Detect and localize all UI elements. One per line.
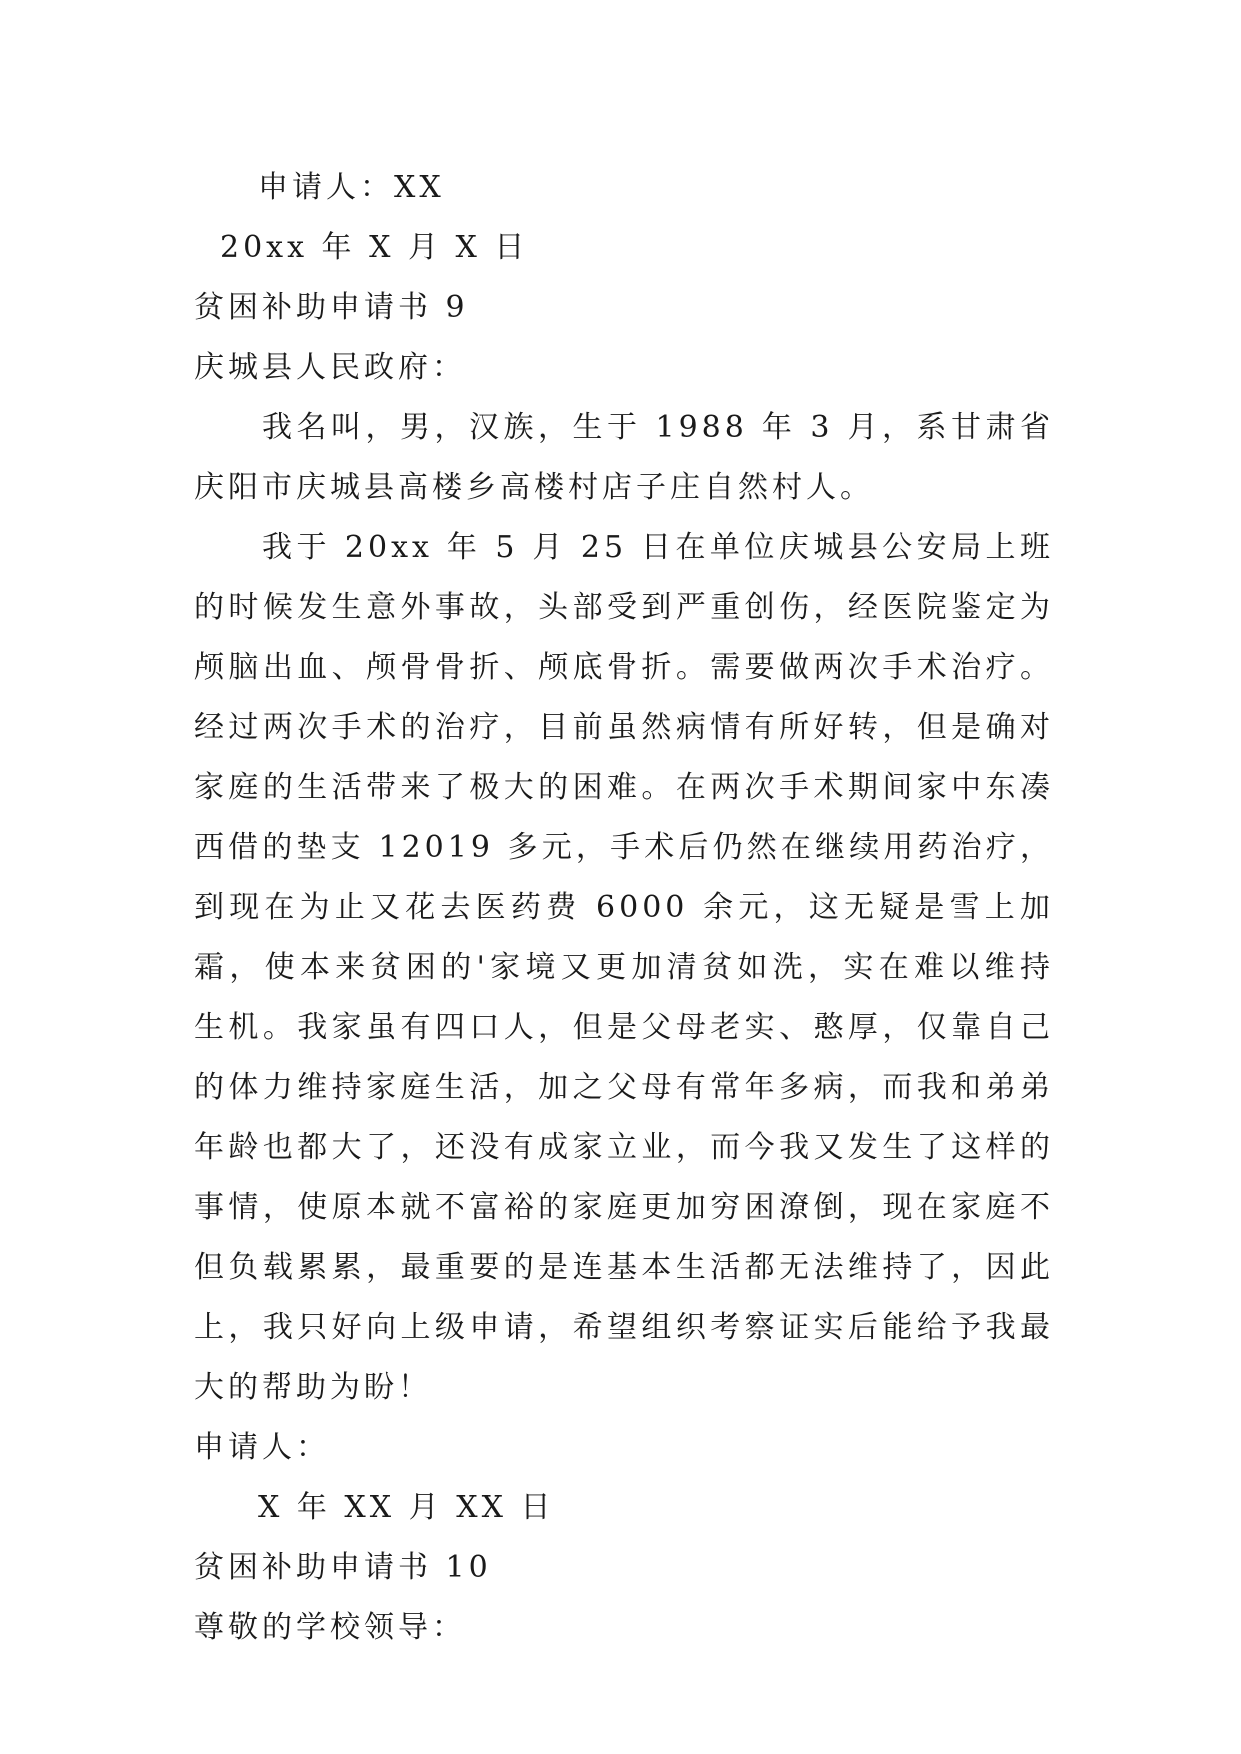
application-date: X 年 XX 月 XX 日 [258,1490,555,1525]
applicant-signature: 申请人：XX [258,170,445,205]
body-paragraph: 我名叫，男，汉族，生于 1988 年 3 月，系甘肃省庆阳市庆城县高楼乡高楼村店子庄自然村人。 [194,410,1054,505]
recipient-salutation: 庆城县人民政府： [194,350,466,385]
recipient-salutation: 尊敬的学校领导： [194,1610,466,1645]
application-date: 20xx 年 X 月 X 日 [220,230,529,265]
document-body [194,158,1054,1658]
document-title: 贫困补助申请书 9 [194,290,469,325]
body-paragraph: 我于 20xx 年 5 月 25 日在单位庆城县公安局上班的时候发生意外事故，头部受到严重创伤，经医院鉴定为颅脑出血、颅骨骨折、颅底骨折。需要做两次手术治疗。经过两次手术的治疗，目前虽然病情有所好转，但是确对家庭的生活带来了极大的困难。在两次手术期间家中东凑西借的垫支 12019 多元，手术后仍然在继续用药治疗，到现在为止又花去医药费 6000 余元，这无疑是雪上加霜，使本来贫困的'家境又更加清贫如洗，实在难以维持生机。我家虽有四口人，但是父母老实、憨厚，仅靠自己的体力维持家庭生活，加之父母有常年多病，而我和弟弟年龄也都大了，还没有成家立业，而今我又发生了这样的事情，使原本就不富裕的家庭更加穷困潦倒，现在家庭不但负载累累，最重要的是连基本生活都无法维持了，因此上，我只好向上级申请，希望组织考察证实后能给予我最大的帮助为盼！ [194,530,1054,1405]
document-title: 贫困补助申请书 10 [194,1550,492,1585]
applicant-signature: 申请人： [194,1430,330,1465]
